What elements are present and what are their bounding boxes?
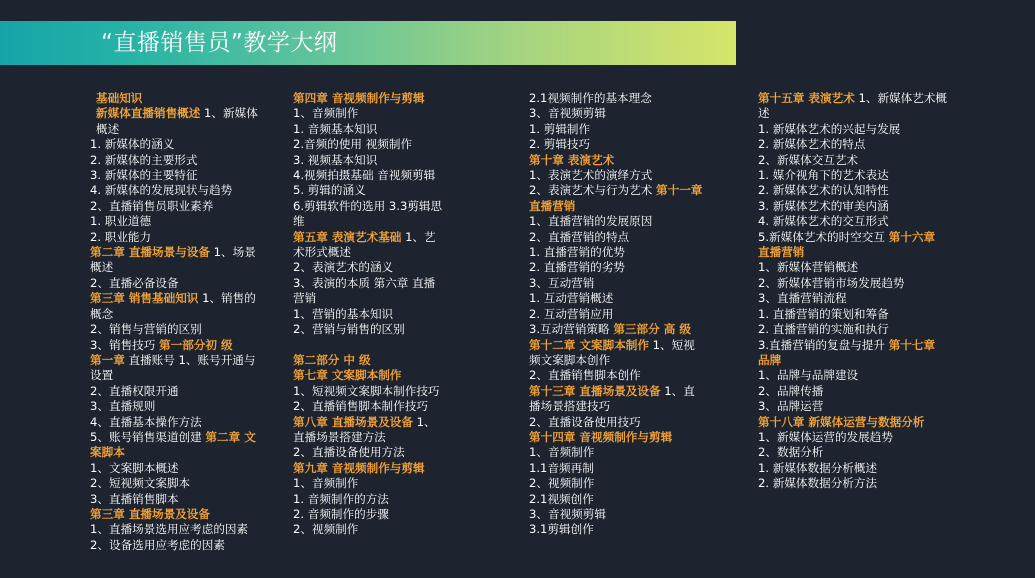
outline-text: 4、直播基本操作方法: [90, 414, 202, 429]
outline-text: 3、表演的本质 第六章 直播营销: [293, 275, 436, 306]
outline-line: [529, 245, 705, 260]
outline-line: [758, 291, 950, 306]
outline-line: [758, 322, 950, 337]
chapter-heading: 第十一章 直播营销: [529, 183, 703, 213]
outline-line: [529, 91, 705, 106]
outline-line: [293, 522, 445, 537]
outline-line: [293, 415, 445, 446]
chapter-heading: 第十四章 音视频制作与剪辑: [529, 429, 673, 444]
outline-text: 2、短视频文案脚本: [90, 476, 191, 491]
outline-line: [293, 260, 445, 275]
outline-text: 1、直播场景选用应考虑的因素: [90, 522, 249, 537]
chapter-heading: 基础知识: [96, 91, 143, 105]
outline-text: 1. 直播营销的策划和筹备: [758, 306, 889, 321]
outline-line: [293, 445, 445, 460]
outline-text: 1、文案脚本概述: [90, 460, 179, 475]
outline-line: [90, 399, 266, 414]
outline-line: [758, 276, 950, 291]
outline-text: 6.剪辑软件的选用 3.3剪辑思维: [293, 198, 443, 229]
outline-text: 4. 新媒体艺术的交互形式: [758, 214, 889, 229]
outline-line: [758, 199, 950, 214]
outline-line: [90, 106, 266, 137]
outline-line: [90, 476, 266, 491]
outline-column-1: [90, 91, 266, 553]
outline-line: [758, 384, 950, 399]
outline-text: 1、艺术形式概述: [293, 229, 436, 260]
outline-text: 5.新媒体艺术的时空交互: [758, 229, 889, 244]
outline-line: [293, 137, 445, 152]
chapter-heading: 第三章 直播场景及设备: [90, 506, 210, 521]
outline-line: [90, 230, 266, 245]
outline-text: 4.视频拍摄基础 音视频剪辑: [293, 168, 436, 183]
outline-text: 1、短视频文案脚本创作: [529, 337, 695, 367]
outline-text: 2、直播权限开通: [90, 383, 179, 398]
outline-text: 3、品牌运营: [758, 399, 824, 414]
outline-line: [758, 260, 950, 275]
outline-text: 2、表演艺术与行为艺术: [529, 183, 656, 198]
outline-text: 1、音频制作: [529, 445, 595, 460]
outline-line: [293, 168, 445, 183]
outline-line: [293, 276, 445, 307]
chapter-heading: 第四章 音视频制作与剪辑: [293, 91, 425, 105]
chapter-heading: 新媒体直播销售概述: [96, 106, 201, 121]
outline-text: 2、销售与营销的区别: [90, 322, 202, 337]
chapter-heading: 第八章 直播场景及设备: [293, 414, 413, 429]
outline-text: 1. 剪辑制作: [529, 121, 591, 136]
outline-text: 1、音频制作: [293, 106, 359, 121]
outline-text: 1. 音频基本知识: [293, 121, 378, 136]
outline-text: 3、互动营销: [529, 275, 595, 290]
outline-text: 2、新媒体营销市场发展趋势: [758, 275, 905, 290]
outline-text: 5、账号销售渠道创建: [90, 429, 206, 444]
outline-text: 1、直播场景搭建技巧: [529, 383, 695, 414]
outline-line: [90, 245, 266, 276]
outline-line: [529, 183, 705, 214]
outline-text: 3. 新媒体艺术的审美内涵: [758, 198, 889, 213]
outline-line: [293, 183, 445, 198]
outline-text: 1. 新媒体的涵义: [90, 137, 175, 152]
outline-text: 2.1视频制作的基本理念: [529, 91, 652, 105]
chapter-heading: 第三部分 高 级: [613, 322, 691, 337]
chapter-heading: 第二章 文案脚本: [90, 429, 256, 460]
outline-line: [758, 445, 950, 460]
outline-line: [529, 492, 705, 507]
outline-text: 1. 职业道德: [90, 214, 152, 229]
outline-line: [529, 291, 705, 306]
outline-line: [758, 368, 950, 383]
outline-line: [529, 430, 705, 445]
outline-text: 1、新媒体运营的发展趋势: [758, 429, 893, 444]
outline-text: 2、视频制作: [529, 476, 595, 491]
outline-line: [758, 183, 950, 198]
outline-line: [529, 214, 705, 229]
outline-line: [293, 399, 445, 414]
outline-text: 3、音视频剪辑: [529, 106, 606, 121]
outline-text: 1. 直播营销的优势: [529, 245, 625, 260]
outline-line: [758, 338, 950, 369]
outline-text: 1. 互动营销概述: [529, 291, 614, 306]
chapter-heading: 第十章 表演艺术: [529, 152, 615, 167]
outline-text: 2、直播必备设备: [90, 275, 179, 290]
outline-text: 2、视频制作: [293, 522, 359, 537]
chapter-heading: 第五章 表演艺术基础: [293, 229, 402, 244]
outline-line: [90, 430, 266, 461]
outline-text: 1、场景概述: [90, 245, 256, 275]
outline-line: [293, 368, 445, 383]
chapter-heading: 第二部分 中 级: [293, 352, 371, 367]
outline-text: 1、表演艺术的演绎方式: [529, 168, 653, 183]
outline-text: 2、数据分析: [758, 445, 824, 460]
outline-text: 2、表演艺术的涵义: [293, 260, 394, 275]
outline-line: [529, 476, 705, 491]
outline-line: [90, 384, 266, 399]
outline-text: 3、直播规则: [90, 399, 156, 414]
outline-text: 2、营销与销售的区别: [293, 322, 405, 337]
outline-column-3: [529, 91, 705, 538]
outline-line: [758, 122, 950, 137]
outline-text: 1、品牌与品牌建设: [758, 368, 859, 383]
outline-column-2: [293, 91, 445, 538]
outline-text: 1、营销的基本知识: [293, 306, 394, 321]
outline-text: 2、直播销售脚本制作技巧: [293, 399, 428, 414]
chapter-heading: 第十七章 品牌: [758, 337, 936, 367]
outline-text: 5. 剪辑的涵义: [293, 183, 366, 198]
outline-line: [293, 153, 445, 168]
outline-line: [529, 461, 705, 476]
outline-text: 1. 音频制作的方法: [293, 491, 389, 506]
outline-line: [529, 153, 705, 168]
outline-line: [90, 199, 266, 214]
outline-line: [293, 384, 445, 399]
outline-line: [90, 338, 266, 353]
outline-text: 2、直播设备使用方法: [293, 445, 405, 460]
outline-text: 直播账号 1、账号开通与设置: [90, 352, 256, 383]
outline-text: 2、新媒体交互艺术: [758, 152, 859, 167]
outline-line: [90, 492, 266, 507]
outline-text: 3. 视频基本知识: [293, 152, 378, 167]
outline-text: 3. 新媒体的主要特征: [90, 168, 198, 183]
outline-line: [529, 307, 705, 322]
outline-line: [293, 199, 445, 230]
outline-text: 2、设备选用应考虑的因素: [90, 537, 225, 552]
outline-line: [529, 230, 705, 245]
outline-text: 1. 新媒体艺术的兴起与发展: [758, 121, 901, 136]
outline-text: 2. 直播营销的实施和执行: [758, 322, 889, 337]
chapter-heading: 第十五章 表演艺术: [758, 91, 855, 105]
outline-line: [293, 307, 445, 322]
outline-line: [529, 384, 705, 415]
outline-line: [529, 137, 705, 152]
outline-line: [529, 168, 705, 183]
outline-text: 1、新媒体营销概述: [758, 260, 859, 275]
chapter-heading: 第十八章 新媒体运营与数据分析: [758, 414, 925, 429]
outline-text: 2. 剪辑技巧: [529, 137, 591, 152]
outline-line: [529, 368, 705, 383]
outline-line: [293, 106, 445, 121]
outline-text: 3、销售技巧: [90, 337, 160, 352]
outline-text: 2、品牌传播: [758, 383, 824, 398]
chapter-heading: 第三章 销售基础知识: [90, 291, 199, 306]
outline-line: [758, 214, 950, 229]
spacer: [293, 338, 445, 353]
outline-line: [293, 91, 445, 106]
outline-text: 3.1剪辑创作: [529, 522, 594, 537]
outline-text: 2.音频的使用 视频制作: [293, 137, 413, 152]
outline-line: [293, 322, 445, 337]
outline-line: [293, 492, 445, 507]
outline-text: 3.互动营销策略: [529, 322, 614, 337]
outline-line: [529, 276, 705, 291]
outline-text: 1. 媒介视角下的艺术表达: [758, 168, 889, 183]
outline-line: [90, 353, 266, 384]
outline-line: [758, 137, 950, 152]
outline-line: [293, 353, 445, 368]
outline-text: 2. 直播营销的劣势: [529, 260, 625, 275]
outline-text: 3.直播营销的复盘与提升: [758, 337, 889, 352]
outline-column-4: [758, 91, 950, 492]
outline-line: [90, 153, 266, 168]
chapter-heading: 第二章 直播场景与设备: [90, 245, 210, 260]
chapter-heading: 第十三章 直播场景及设备: [529, 383, 661, 398]
outline-line: [90, 276, 266, 291]
outline-text: 2、直播营销的特点: [529, 229, 630, 244]
outline-line: [529, 260, 705, 275]
outline-text: 1、音频制作: [293, 476, 359, 491]
outline-text: 2. 新媒体艺术的特点: [758, 137, 866, 152]
outline-line: [758, 399, 950, 414]
outline-line: [90, 461, 266, 476]
outline-line: [758, 307, 950, 322]
outline-line: [90, 522, 266, 537]
outline-text: 1.1音频再制: [529, 460, 594, 475]
outline-line: [529, 338, 705, 369]
outline-line: [90, 538, 266, 553]
outline-line: [293, 461, 445, 492]
outline-text: 2. 互动营销应用: [529, 306, 614, 321]
outline-text: 2、直播销售脚本创作: [529, 368, 641, 383]
outline-text: 1、销售的概念: [90, 291, 256, 321]
outline-text: 2. 新媒体数据分析方法: [758, 476, 878, 491]
outline-text: 2、直播销售员职业素养: [90, 198, 214, 213]
outline-text: 1、直播场景搭建方法: [293, 414, 436, 444]
outline-line: [293, 230, 445, 261]
outline-line: [758, 430, 950, 445]
outline-line: [90, 322, 266, 337]
outline-line: [758, 476, 950, 491]
outline-text: 1、短视频文案脚本制作技巧: [293, 383, 440, 398]
outline-line: [758, 91, 950, 122]
chapter-heading: 第十二章 文案脚本制作: [529, 337, 649, 352]
outline-line: [90, 507, 266, 522]
outline-text: 1、新媒体概述: [96, 106, 258, 136]
page-title: “直播销售员”教学大纲: [101, 30, 338, 56]
outline-line: [90, 137, 266, 152]
outline-line: [529, 522, 705, 537]
outline-text: 2. 职业能力: [90, 229, 152, 244]
chapter-heading: 第九章 音视频制作与剪辑: [293, 460, 425, 475]
outline-text: 4. 新媒体的发展现状与趋势: [90, 183, 233, 198]
outline-text: 2. 新媒体的主要形式: [90, 152, 198, 167]
outline-line: [758, 230, 950, 261]
outline-text: 3、直播营销流程: [758, 291, 847, 306]
outline-line: [758, 415, 950, 430]
outline-line: [90, 183, 266, 198]
chapter-heading: 第一章: [90, 352, 125, 367]
outline-text: 2. 音频制作的步骤: [293, 506, 389, 521]
outline-text: 2、直播设备使用技巧: [529, 414, 641, 429]
outline-line: [293, 507, 445, 522]
outline-line: [90, 168, 266, 183]
outline-text: 1、新媒体艺术概述: [758, 91, 948, 121]
outline-line: [90, 91, 266, 106]
outline-text: 3、直播销售脚本: [90, 491, 179, 506]
outline-line: [529, 106, 705, 121]
chapter-heading: 第一部分初 级: [159, 337, 233, 352]
outline-line: [293, 122, 445, 137]
outline-text: 2. 新媒体艺术的认知特性: [758, 183, 889, 198]
chapter-heading: 第十六章 直播营销: [758, 229, 936, 260]
outline-text: 2.1视频创作: [529, 491, 594, 506]
outline-line: [90, 415, 266, 430]
outline-line: [758, 461, 950, 476]
outline-line: [529, 122, 705, 137]
outline-line: [758, 168, 950, 183]
outline-line: [90, 214, 266, 229]
outline-line: [529, 507, 705, 522]
outline-line: [529, 415, 705, 430]
outline-line: [529, 322, 705, 337]
title-banner: [0, 21, 736, 65]
outline-text: 1. 新媒体数据分析概述: [758, 460, 878, 475]
outline-line: [529, 445, 705, 460]
outline-text: 3、音视频剪辑: [529, 506, 606, 521]
chapter-heading: 第七章 文案脚本制作: [293, 368, 402, 383]
outline-line: [90, 291, 266, 322]
outline-text: 1、直播营销的发展原因: [529, 214, 653, 229]
outline-line: [758, 153, 950, 168]
